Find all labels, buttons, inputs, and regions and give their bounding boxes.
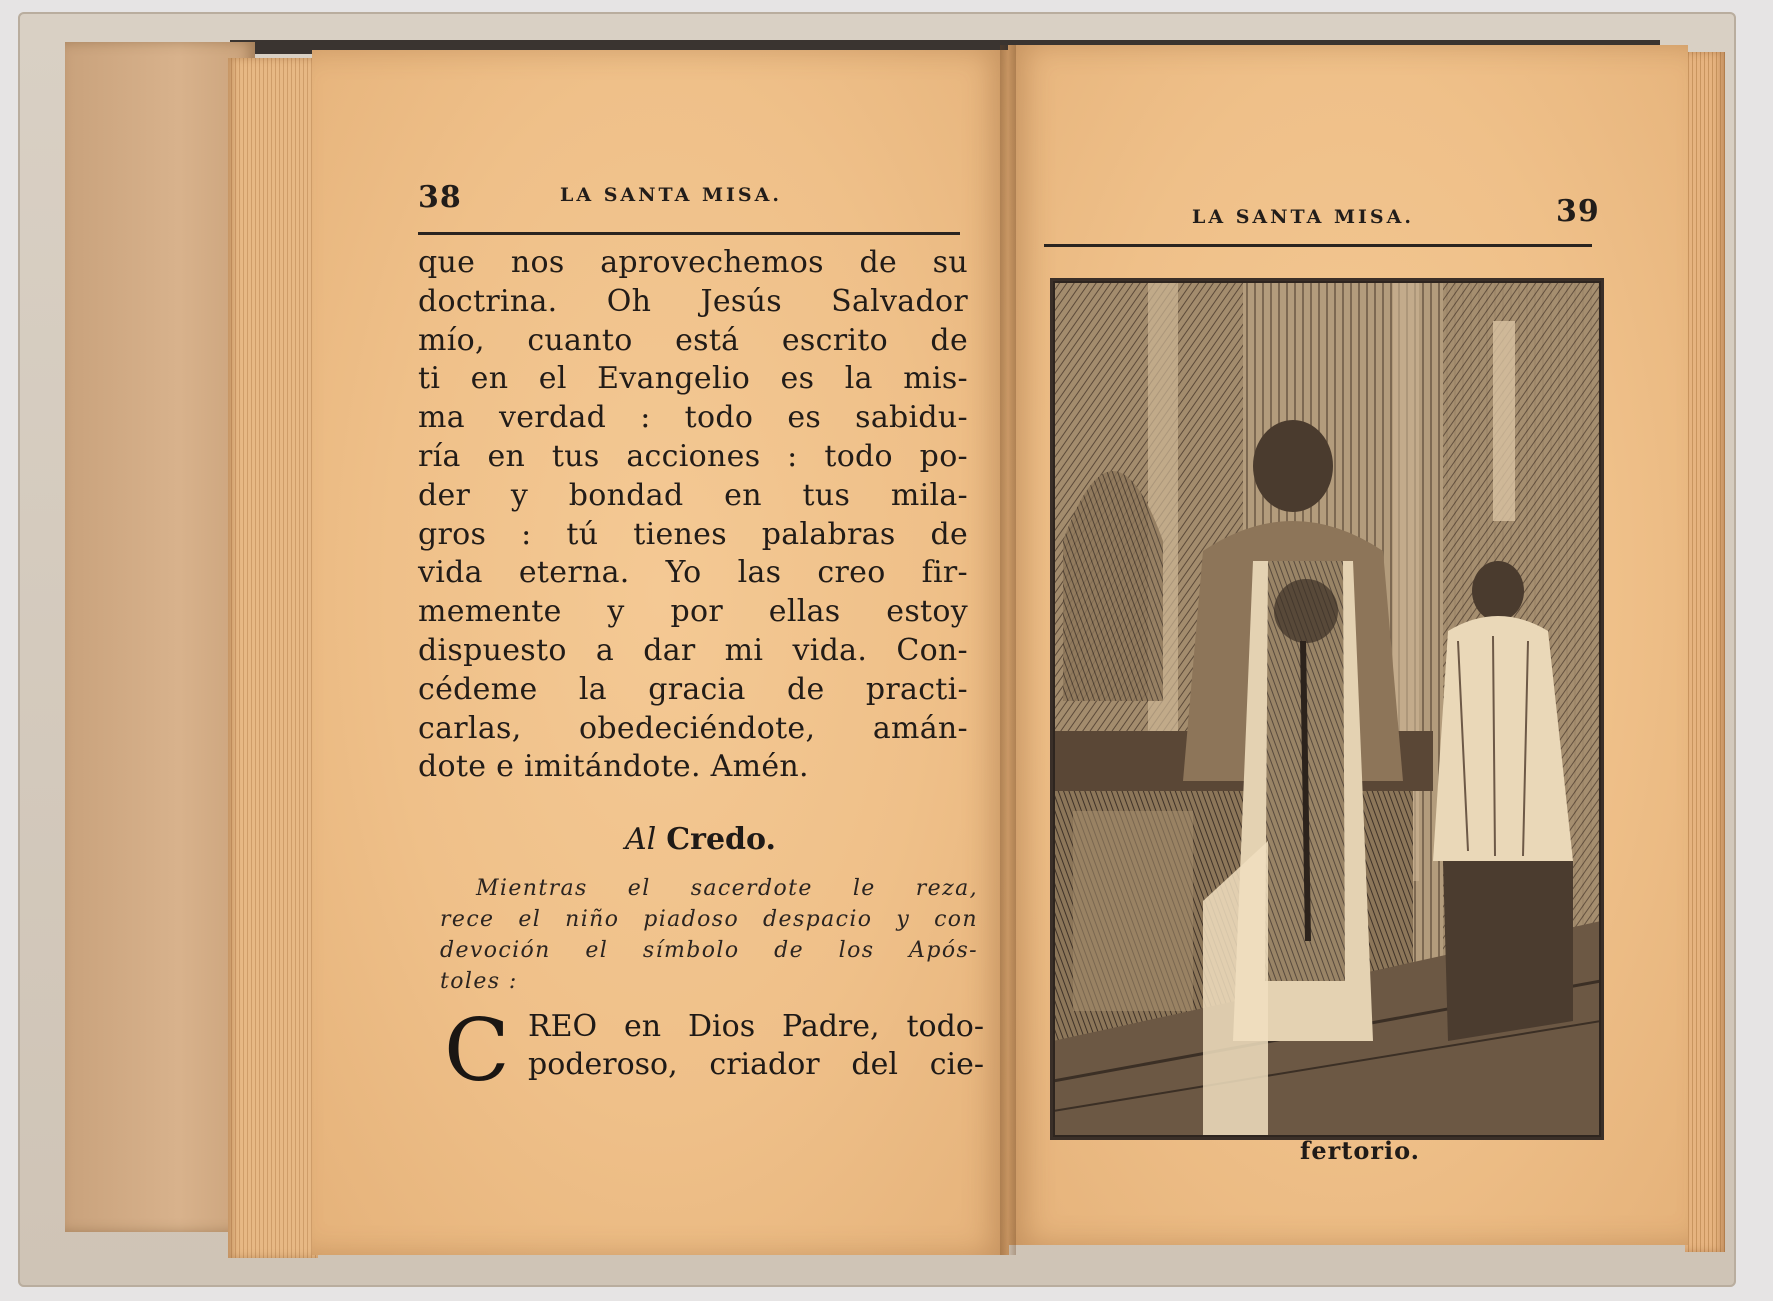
section-heading-prefix: Al: [625, 822, 657, 857]
credo-line: poderoso, criador del cie-: [528, 1047, 984, 1082]
page-edges-right: [1685, 52, 1725, 1252]
body-line: doctrina. Oh Jesús Salvador: [418, 283, 968, 319]
book-gutter: [1000, 45, 1016, 1255]
body-line: ti en el Evangelio es la mis-: [418, 361, 968, 397]
left-running-head: LA SANTA MISA.: [560, 184, 782, 206]
left-body-text: [418, 244, 968, 787]
body-line: cédeme la gracia de practi-: [418, 671, 968, 707]
body-line: ría en tus acciones : todo po-: [418, 438, 968, 474]
credo-text: [528, 1008, 984, 1084]
rubric-text: [440, 873, 978, 997]
body-line: carlas, obedeciéndote, amán-: [418, 710, 968, 746]
illustration-caption: fertorio.: [1300, 1136, 1421, 1165]
body-line: que nos aprovechemos de su: [418, 245, 968, 280]
rubric-line: rece el niño piadoso despacio y con: [440, 907, 978, 932]
body-line: dote e imitándote. Amén.: [418, 749, 809, 785]
section-heading: [625, 822, 776, 857]
body-line: vida eterna. Yo las creo fir-: [418, 555, 968, 591]
body-line: gros : tú tienes palabras de: [418, 516, 968, 552]
left-header-rule: [418, 232, 960, 235]
priest-at-altar-illustration: [1050, 278, 1604, 1140]
endpaper: [65, 42, 255, 1232]
rubric-line: Mientras el sacerdote le reza,: [476, 876, 978, 901]
left-page-number: 38: [418, 180, 462, 215]
body-line: memente y por ellas estoy: [418, 594, 968, 630]
body-line: mío, cuanto está escrito de: [418, 322, 968, 358]
right-running-head: LA SANTA MISA.: [1192, 206, 1414, 228]
body-line: der y bondad en tus mila-: [418, 477, 968, 513]
body-line: ma verdad : todo es sabidu-: [418, 400, 968, 436]
body-line: dispuesto a dar mi vida. Con-: [418, 632, 968, 668]
credo-line: REO en Dios Padre, todo-: [528, 1009, 984, 1044]
section-heading-title: Credo.: [666, 822, 776, 857]
rubric-line: toles :: [440, 969, 518, 994]
page-edges-left: [228, 58, 318, 1258]
drop-cap: C: [444, 1001, 510, 1101]
rubric-line: devoción el símbolo de los Após-: [440, 938, 978, 963]
right-header-rule: [1044, 244, 1592, 247]
right-page-number: 39: [1556, 194, 1600, 229]
